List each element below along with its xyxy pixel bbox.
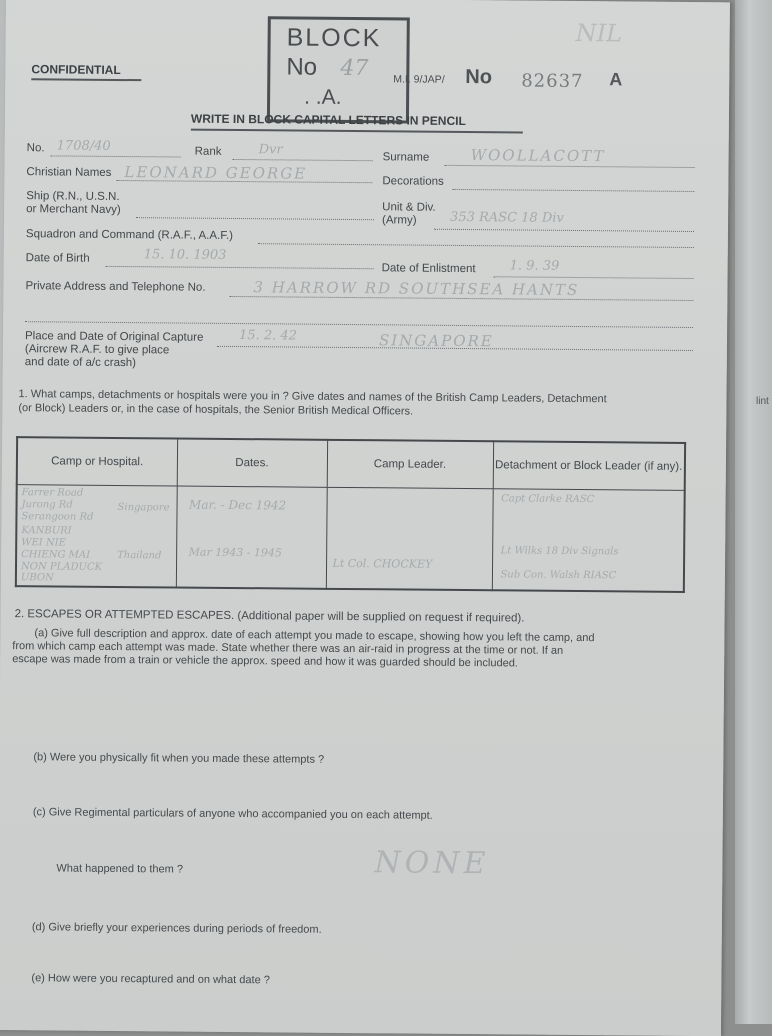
capture-label-1: Place and Date of Original Capture	[24, 330, 204, 344]
decorations-label: Decorations	[382, 175, 444, 188]
decorations-line	[452, 189, 694, 192]
camp-line: Thailand	[117, 549, 162, 562]
camps-table	[15, 436, 686, 593]
address-line-2	[25, 321, 693, 328]
squadron-label: Squadron and Command (R.A.F., A.A.F.)	[25, 228, 234, 242]
section2-a-line2: from which camp each attempt was made. State whether there was an air-raid in progress at the time or not. If an	[12, 640, 564, 657]
surname-label: Surname	[382, 151, 430, 164]
section2-a-line1: (a) Give full description and approx. date of each attempt you made to escape, showing how you left the camp, and	[34, 627, 595, 645]
camp-line: NON PLADUCK	[20, 561, 103, 573]
confidential-underline	[31, 78, 141, 81]
form-reference: M.I. 9/JAP/	[393, 73, 445, 86]
camps-cell	[16, 485, 177, 588]
camp-line: Serangoon Rd	[21, 511, 94, 523]
serial-suffix: A	[609, 69, 623, 90]
section1-question-line1: 1. What camps, detachments or hospitals were you in ? Give dates and names of the British Camp Leaders, Detachment	[18, 388, 607, 406]
christian-names-label: Christian Names	[26, 166, 112, 179]
leader-cell	[326, 487, 493, 590]
unit-line	[434, 229, 694, 232]
christian-names-value: LEONARD GEORGE	[124, 163, 308, 183]
section2-c: (c) Give Regimental particulars of anyone who accompanied you on each attempt.	[32, 806, 433, 822]
address-label: Private Address and Telephone No.	[25, 280, 206, 294]
section2-d: (d) Give briefly your experiences during periods of freedom.	[31, 921, 322, 936]
ship-line	[136, 217, 374, 220]
leader-line: Lt Col. CHOCKEY	[332, 556, 433, 571]
camp-line: Farrer Road	[21, 487, 84, 499]
surname-line	[445, 165, 695, 168]
no-line	[51, 155, 181, 157]
dates-cell	[176, 486, 327, 589]
stamp-block-text: BLOCK	[286, 23, 382, 53]
dob-label: Date of Birth	[25, 252, 90, 265]
camps-table-header-row	[17, 437, 685, 490]
ship-label-2: or Merchant Navy)	[26, 203, 121, 217]
camp-line: CHIENG MAI	[21, 549, 91, 561]
enlistment-line	[494, 276, 694, 279]
capture-label-3: and date of a/c crash)	[24, 356, 137, 370]
col-camp-leader: Camp Leader.	[327, 440, 493, 489]
instruction-heading: WRITE IN BLOCK CAPITAL LETTERS IN PENCIL	[190, 111, 466, 129]
capture-date: 15. 2. 42	[238, 328, 297, 344]
camp-line: UBON	[20, 572, 54, 584]
unit-label-1: Unit & Div.	[382, 201, 436, 214]
detachment-cell	[492, 489, 685, 592]
dates-line: Mar. - Dec 1942	[189, 497, 287, 513]
stamp-no-text: No	[286, 53, 318, 81]
section2-title: 2. ESCAPES OR ATTEMPTED ESCAPES. (Additional paper will be supplied on request if required).	[14, 608, 525, 625]
capture-place: SINGAPORE	[378, 331, 494, 351]
camps-table-row	[16, 485, 685, 592]
detachment-line: Capt Clarke RASC	[501, 493, 595, 506]
enlistment-label: Date of Enlistment	[381, 262, 476, 276]
instruction-underline	[191, 129, 523, 134]
camp-line: KANBURI	[21, 525, 72, 537]
camp-line: Singapore	[117, 501, 170, 514]
capture-label-2: (Aircrew R.A.F. to give place	[24, 343, 170, 357]
ship-label-1: Ship (R.N., U.S.N.	[26, 190, 120, 203]
camp-line: WEI NIE	[21, 537, 66, 549]
stamp-handwritten-number: 47	[340, 55, 369, 82]
stamp-letter: . .A.	[304, 85, 342, 109]
dates-line: Mar 1943 - 1945	[188, 545, 282, 560]
col-dates: Dates.	[177, 439, 327, 488]
serial-number: 82637	[521, 70, 584, 93]
squadron-line	[258, 243, 694, 248]
margin-note: lint	[756, 396, 769, 407]
surname-value: WOOLLACOTT	[470, 146, 606, 166]
detachment-line: Sub Con. Walsh RIASC	[500, 569, 617, 582]
unit-value: 353 RASC 18 Div	[450, 209, 564, 226]
dob-value: 15. 10. 1903	[143, 247, 227, 263]
block-stamp	[267, 16, 410, 123]
section2-c-sub: What happened to them ?	[56, 862, 184, 876]
rank-label: Rank	[194, 145, 222, 158]
rank-value: Dvr	[258, 142, 283, 158]
section2-c-answer: NONE	[374, 845, 490, 882]
background-page-edge	[752, 0, 772, 1024]
address-value: 3 HARROW RD SOUTHSEA HANTS	[253, 278, 580, 300]
corner-handwritten-note: NIL	[575, 18, 623, 48]
detachment-line: Lt Wilks 18 Div Signals	[500, 545, 619, 558]
section2-e: (e) How were you recaptured and on what date ?	[31, 972, 270, 987]
no-label: No.	[26, 142, 45, 155]
serial-prefix: No	[465, 66, 493, 89]
col-detachment-leader: Detachment or Block Leader (if any).	[493, 441, 685, 490]
no-value: 1708/40	[56, 138, 111, 154]
camp-line: Jurong Rd	[21, 499, 73, 511]
enlistment-value: 1. 9. 39	[509, 258, 560, 274]
rank-line	[233, 159, 373, 161]
confidential-heading: CONFIDENTIAL	[31, 62, 121, 78]
section1-question-line2: (or Block) Leaders or, in the case of hospitals, the Senior British Medical Officers.	[18, 402, 414, 418]
unit-label-2: (Army)	[382, 214, 417, 227]
col-camp-or-hospital: Camp or Hospital.	[17, 437, 177, 486]
section2-a-line3: escape was made from a train or vehicle the approx. speed and how it was guarded should be included.	[12, 653, 518, 670]
section2-b: (b) Were you physically fit when you made these attempts ?	[33, 751, 325, 766]
dob-line	[106, 266, 374, 269]
